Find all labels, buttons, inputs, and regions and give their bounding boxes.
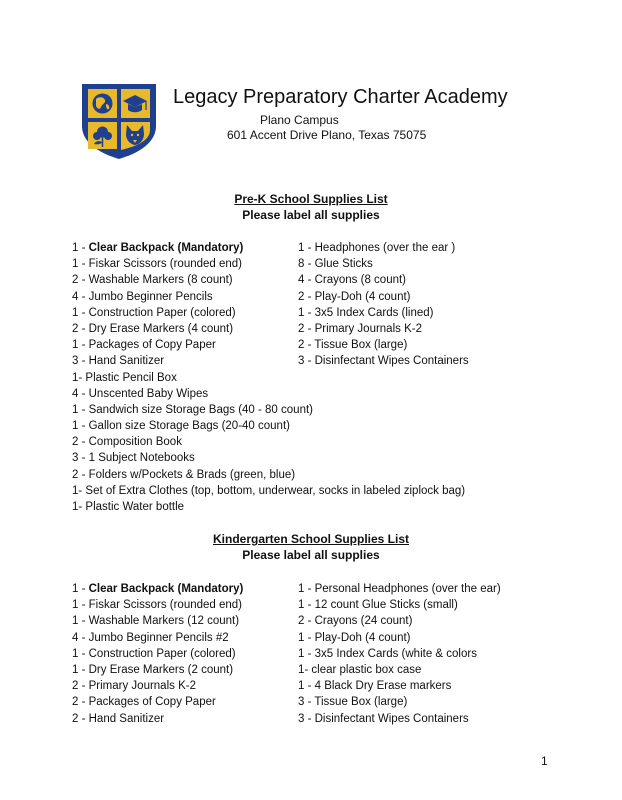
list-item: 1 - Gallon size Storage Bags (20-40 count) — [72, 420, 290, 433]
list-item: 2 - Primary Journals K-2 — [298, 322, 422, 335]
list-item: 3 - Disinfectant Wipes Containers — [298, 712, 469, 725]
list-item: 2 - Composition Book — [72, 436, 182, 449]
school-name: Legacy Preparatory Charter Academy — [173, 86, 508, 108]
list-item: 4 - Unscented Baby Wipes — [72, 387, 209, 400]
list-item: 3 - Disinfectant Wipes Containers — [298, 355, 469, 368]
list-item: 2 - Play-Doh (4 count) — [298, 290, 411, 303]
list-item: 1 - 3x5 Index Cards (white & colors — [298, 647, 477, 660]
list-item: 2 - Folders w/Pockets & Brads (green, blue) — [72, 468, 296, 481]
list-item: 3 - Hand Sanitizer — [72, 355, 165, 368]
list-item: 1 - Clear Backpack (Mandatory) — [72, 583, 244, 595]
list-item: 2 - Tissue Box (large) — [298, 339, 408, 352]
kindergarten-list-title: Kindergarten School Supplies List — [212, 532, 410, 546]
list-item: 2 - Hand Sanitizer — [72, 712, 165, 725]
list-item: 8 - Glue Sticks — [298, 258, 373, 271]
prek-right-column — [298, 240, 469, 370]
list-item: 1 - 12 count Glue Sticks (small) — [298, 599, 458, 612]
list-item: 2 - Packages of Copy Paper — [72, 696, 216, 709]
list-item: 1 - Washable Markers (12 count) — [72, 615, 240, 628]
page-number: 1 — [541, 754, 548, 768]
list-item: 2 - Washable Markers (8 count) — [72, 274, 233, 287]
list-item: 1- clear plastic box case — [298, 663, 422, 676]
list-item: 1 - Fiskar Scissors (rounded end) — [72, 599, 243, 612]
kindergarten-right-column — [298, 581, 501, 727]
prek-list-subtitle: Please label all supplies — [242, 208, 380, 222]
list-item: 4 - Jumbo Beginner Pencils — [72, 290, 213, 303]
list-item: 1 - Construction Paper (colored) — [72, 647, 236, 660]
list-item: 3 - Tissue Box (large) — [298, 696, 408, 709]
globe-icon — [93, 94, 113, 114]
list-item: 1 - Fiskar Scissors (rounded end) — [72, 258, 243, 271]
list-item: 3 - 1 Subject Notebooks — [72, 452, 195, 465]
list-item: 2 - Dry Erase Markers (4 count) — [72, 322, 234, 335]
school-address: 601 Accent Drive Plano, Texas 75075 — [227, 128, 427, 142]
kindergarten-list-subtitle: Please label all supplies — [242, 548, 380, 562]
list-item: 1 - Dry Erase Markers (2 count) — [72, 663, 234, 676]
list-item: 4 - Crayons (8 count) — [298, 274, 407, 287]
list-item: 1 - Clear Backpack (Mandatory) — [72, 242, 244, 254]
list-item: 2 - Primary Journals K-2 — [72, 680, 196, 693]
list-item: 1 - Sandwich size Storage Bags (40 - 80 count) — [72, 403, 313, 416]
list-item: 1 - 3x5 Index Cards (lined) — [298, 306, 434, 319]
prek-list-title: Pre-K School Supplies List — [234, 192, 388, 206]
school-crest-logo — [80, 82, 158, 160]
list-item: 1 - Packages of Copy Paper — [72, 339, 216, 352]
list-item: 4 - Jumbo Beginner Pencils #2 — [72, 631, 229, 644]
list-item: 1 - Play-Doh (4 count) — [298, 631, 411, 644]
campus-name: Plano Campus — [260, 113, 339, 127]
list-item: 1 - Personal Headphones (over the ear) — [298, 583, 501, 595]
kindergarten-left-column — [72, 581, 243, 727]
list-item: 1 - 4 Black Dry Erase markers — [298, 680, 452, 693]
list-item: 2 - Crayons (24 count) — [298, 615, 413, 628]
list-item: 1- Plastic Pencil Box — [72, 371, 177, 384]
list-item: 1 - Headphones (over the ear ) — [298, 242, 456, 254]
list-item: 1- Set of Extra Clothes (top, bottom, underwear, socks in labeled ziplock bag) — [72, 484, 466, 497]
list-item: 1- Plastic Water bottle — [72, 501, 185, 513]
list-item: 1 - Construction Paper (colored) — [72, 306, 236, 319]
